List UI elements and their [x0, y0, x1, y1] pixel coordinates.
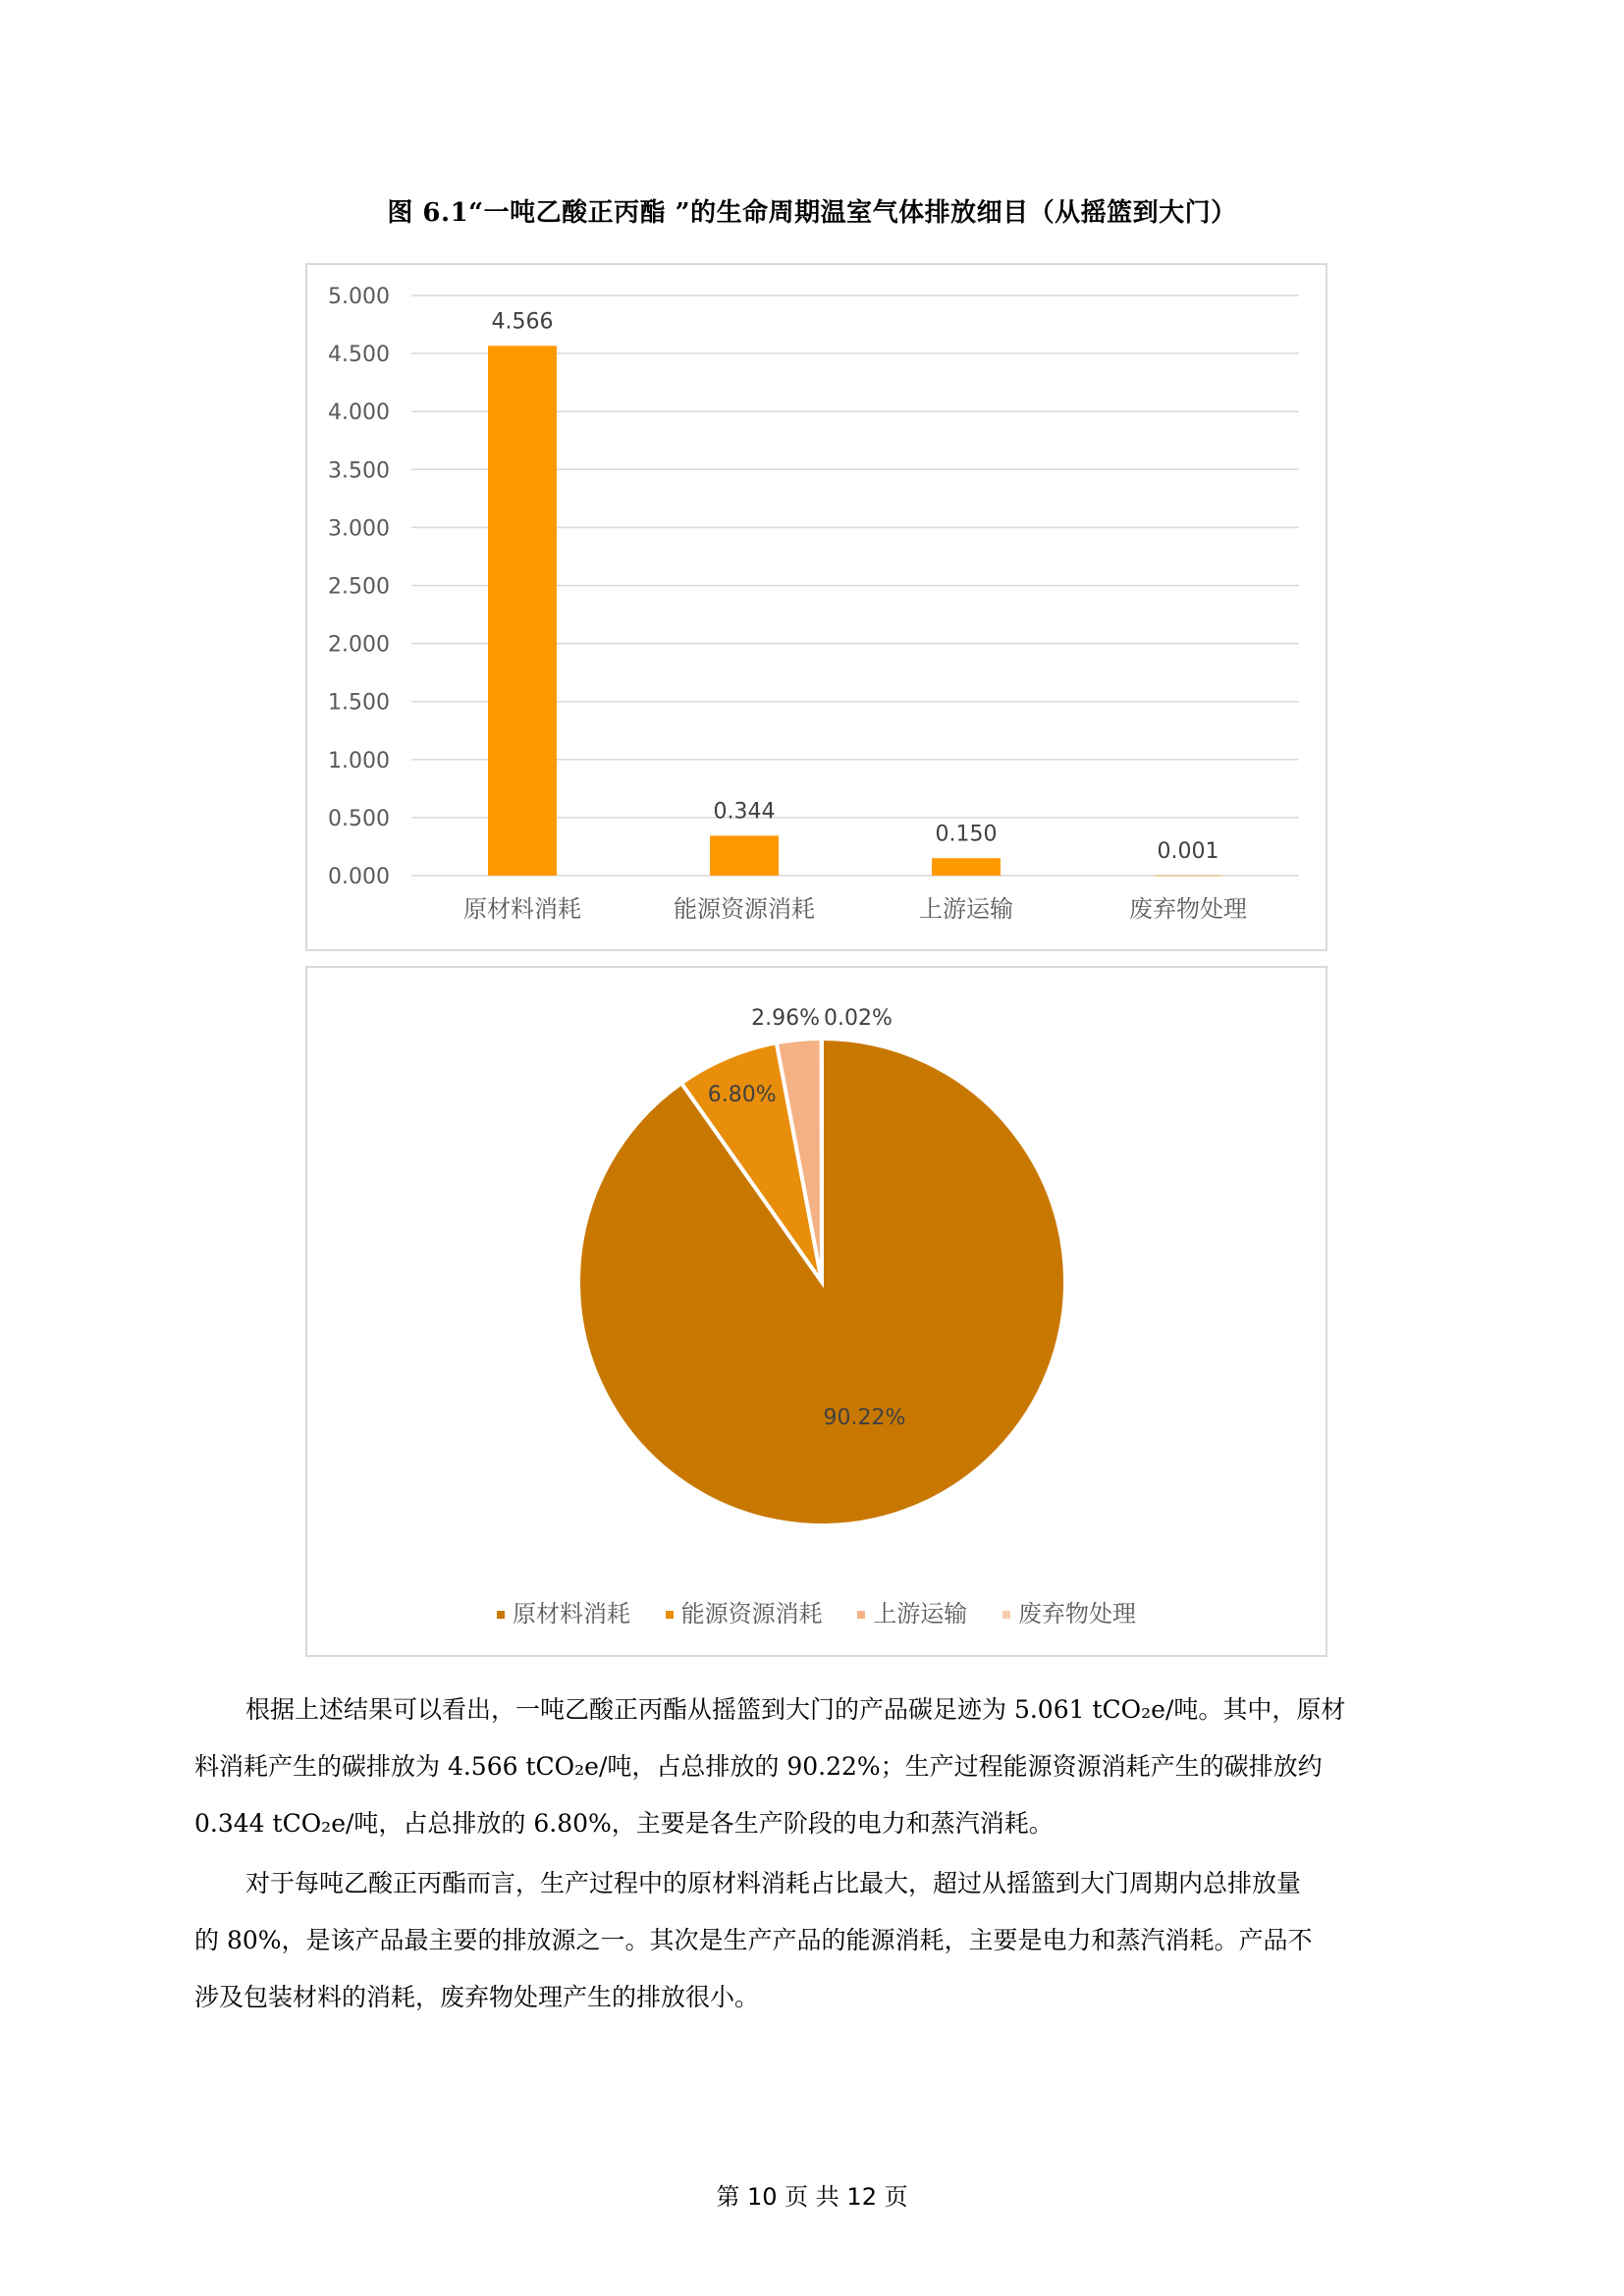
- legend-item-transport: [857, 1594, 967, 1629]
- y-tick-label: 4.500: [328, 343, 390, 368]
- figure-title: 图 6.1“一吨乙酸正丙酯 ”的生命周期温室气体排放细目（从摇篮到大门）: [387, 198, 1237, 228]
- legend-label: 原材料消耗: [513, 1600, 631, 1628]
- legend-item-energy: [666, 1594, 823, 1629]
- legend-marker-waste: [1002, 1611, 1010, 1619]
- legend-item-waste: [1002, 1594, 1136, 1629]
- bar-data-label: 0.001: [1157, 838, 1219, 864]
- legend-label: 上游运输: [873, 1600, 968, 1628]
- y-tick-label: 3.000: [328, 516, 390, 542]
- x-category-label: 原材料消耗: [463, 895, 581, 923]
- paragraph-line: 料消耗产生的碳排放为 4.566 tCO₂e/吨，占总排放的 90.22%；生产过程能源资源消耗产生的碳排放约: [194, 1752, 1323, 1781]
- x-category-label: 上游运输: [919, 895, 1013, 923]
- bar: [932, 858, 1001, 876]
- bar-data-label: 0.344: [713, 799, 776, 825]
- pie-data-label: 0.02%: [824, 1006, 893, 1031]
- y-tick-label: 1.000: [328, 748, 390, 774]
- pie-chart: [307, 968, 1326, 1576]
- y-tick-label: 0.000: [328, 865, 390, 889]
- bar-chart-panel: [305, 263, 1327, 951]
- bar-data-label: 0.150: [935, 822, 998, 847]
- legend-item-raw-materials: [497, 1594, 630, 1629]
- legend-label: 能源资源消耗: [680, 1600, 823, 1628]
- y-tick-label: 4.000: [328, 400, 390, 426]
- y-tick-label: 2.500: [328, 574, 390, 600]
- bar: [1154, 876, 1222, 877]
- y-tick-label: 0.500: [328, 806, 390, 831]
- paragraph-line: 根据上述结果可以看出，一吨乙酸正丙酯从摇篮到大门的产品碳足迹为 5.061 tCO₂e/吨。其中，原材: [245, 1695, 1346, 1724]
- bar-chart: [307, 265, 1326, 949]
- pie-legend: [307, 1594, 1326, 1629]
- bar: [488, 346, 557, 876]
- page-footer: 第 10 页 共 12 页: [716, 2183, 908, 2211]
- legend-marker-energy: [666, 1611, 674, 1619]
- pie-data-label: 6.80%: [707, 1083, 777, 1108]
- legend-marker-transport: [857, 1611, 865, 1619]
- paragraph-1: [194, 1682, 1439, 1852]
- y-tick-label: 5.000: [328, 285, 390, 309]
- bar: [710, 835, 779, 876]
- y-tick-label: 2.000: [328, 632, 390, 658]
- pie-data-label: 2.96%: [751, 1006, 820, 1031]
- legend-label: 废弃物处理: [1017, 1600, 1136, 1628]
- legend-marker-raw-materials: [497, 1611, 505, 1619]
- paragraph-2: [194, 1855, 1439, 2026]
- pie-data-label: 90.22%: [823, 1406, 906, 1431]
- paragraph-line: 对于每吨乙酸正丙酯而言，生产过程中的原材料消耗占比最大，超过从摇篮到大门周期内总排放量: [245, 1869, 1302, 1897]
- paragraph-line: 的 80%，是该产品最主要的排放源之一。其次是生产产品的能源消耗，主要是电力和蒸汽消耗。产品不: [194, 1926, 1313, 1954]
- x-category-label: 能源资源消耗: [674, 895, 815, 923]
- y-tick-label: 1.500: [328, 690, 390, 716]
- x-category-label: 废弃物处理: [1129, 895, 1247, 923]
- y-tick-label: 3.500: [328, 458, 390, 484]
- paragraph-line: 0.344 tCO₂e/吨，占总排放的 6.80%，主要是各生产阶段的电力和蒸汽消耗。: [194, 1809, 1054, 1838]
- pie-chart-panel: [305, 966, 1327, 1657]
- paragraph-line: 涉及包装材料的消耗，废弃物处理产生的排放很小。: [194, 1983, 760, 2011]
- bar-data-label: 4.566: [491, 309, 554, 335]
